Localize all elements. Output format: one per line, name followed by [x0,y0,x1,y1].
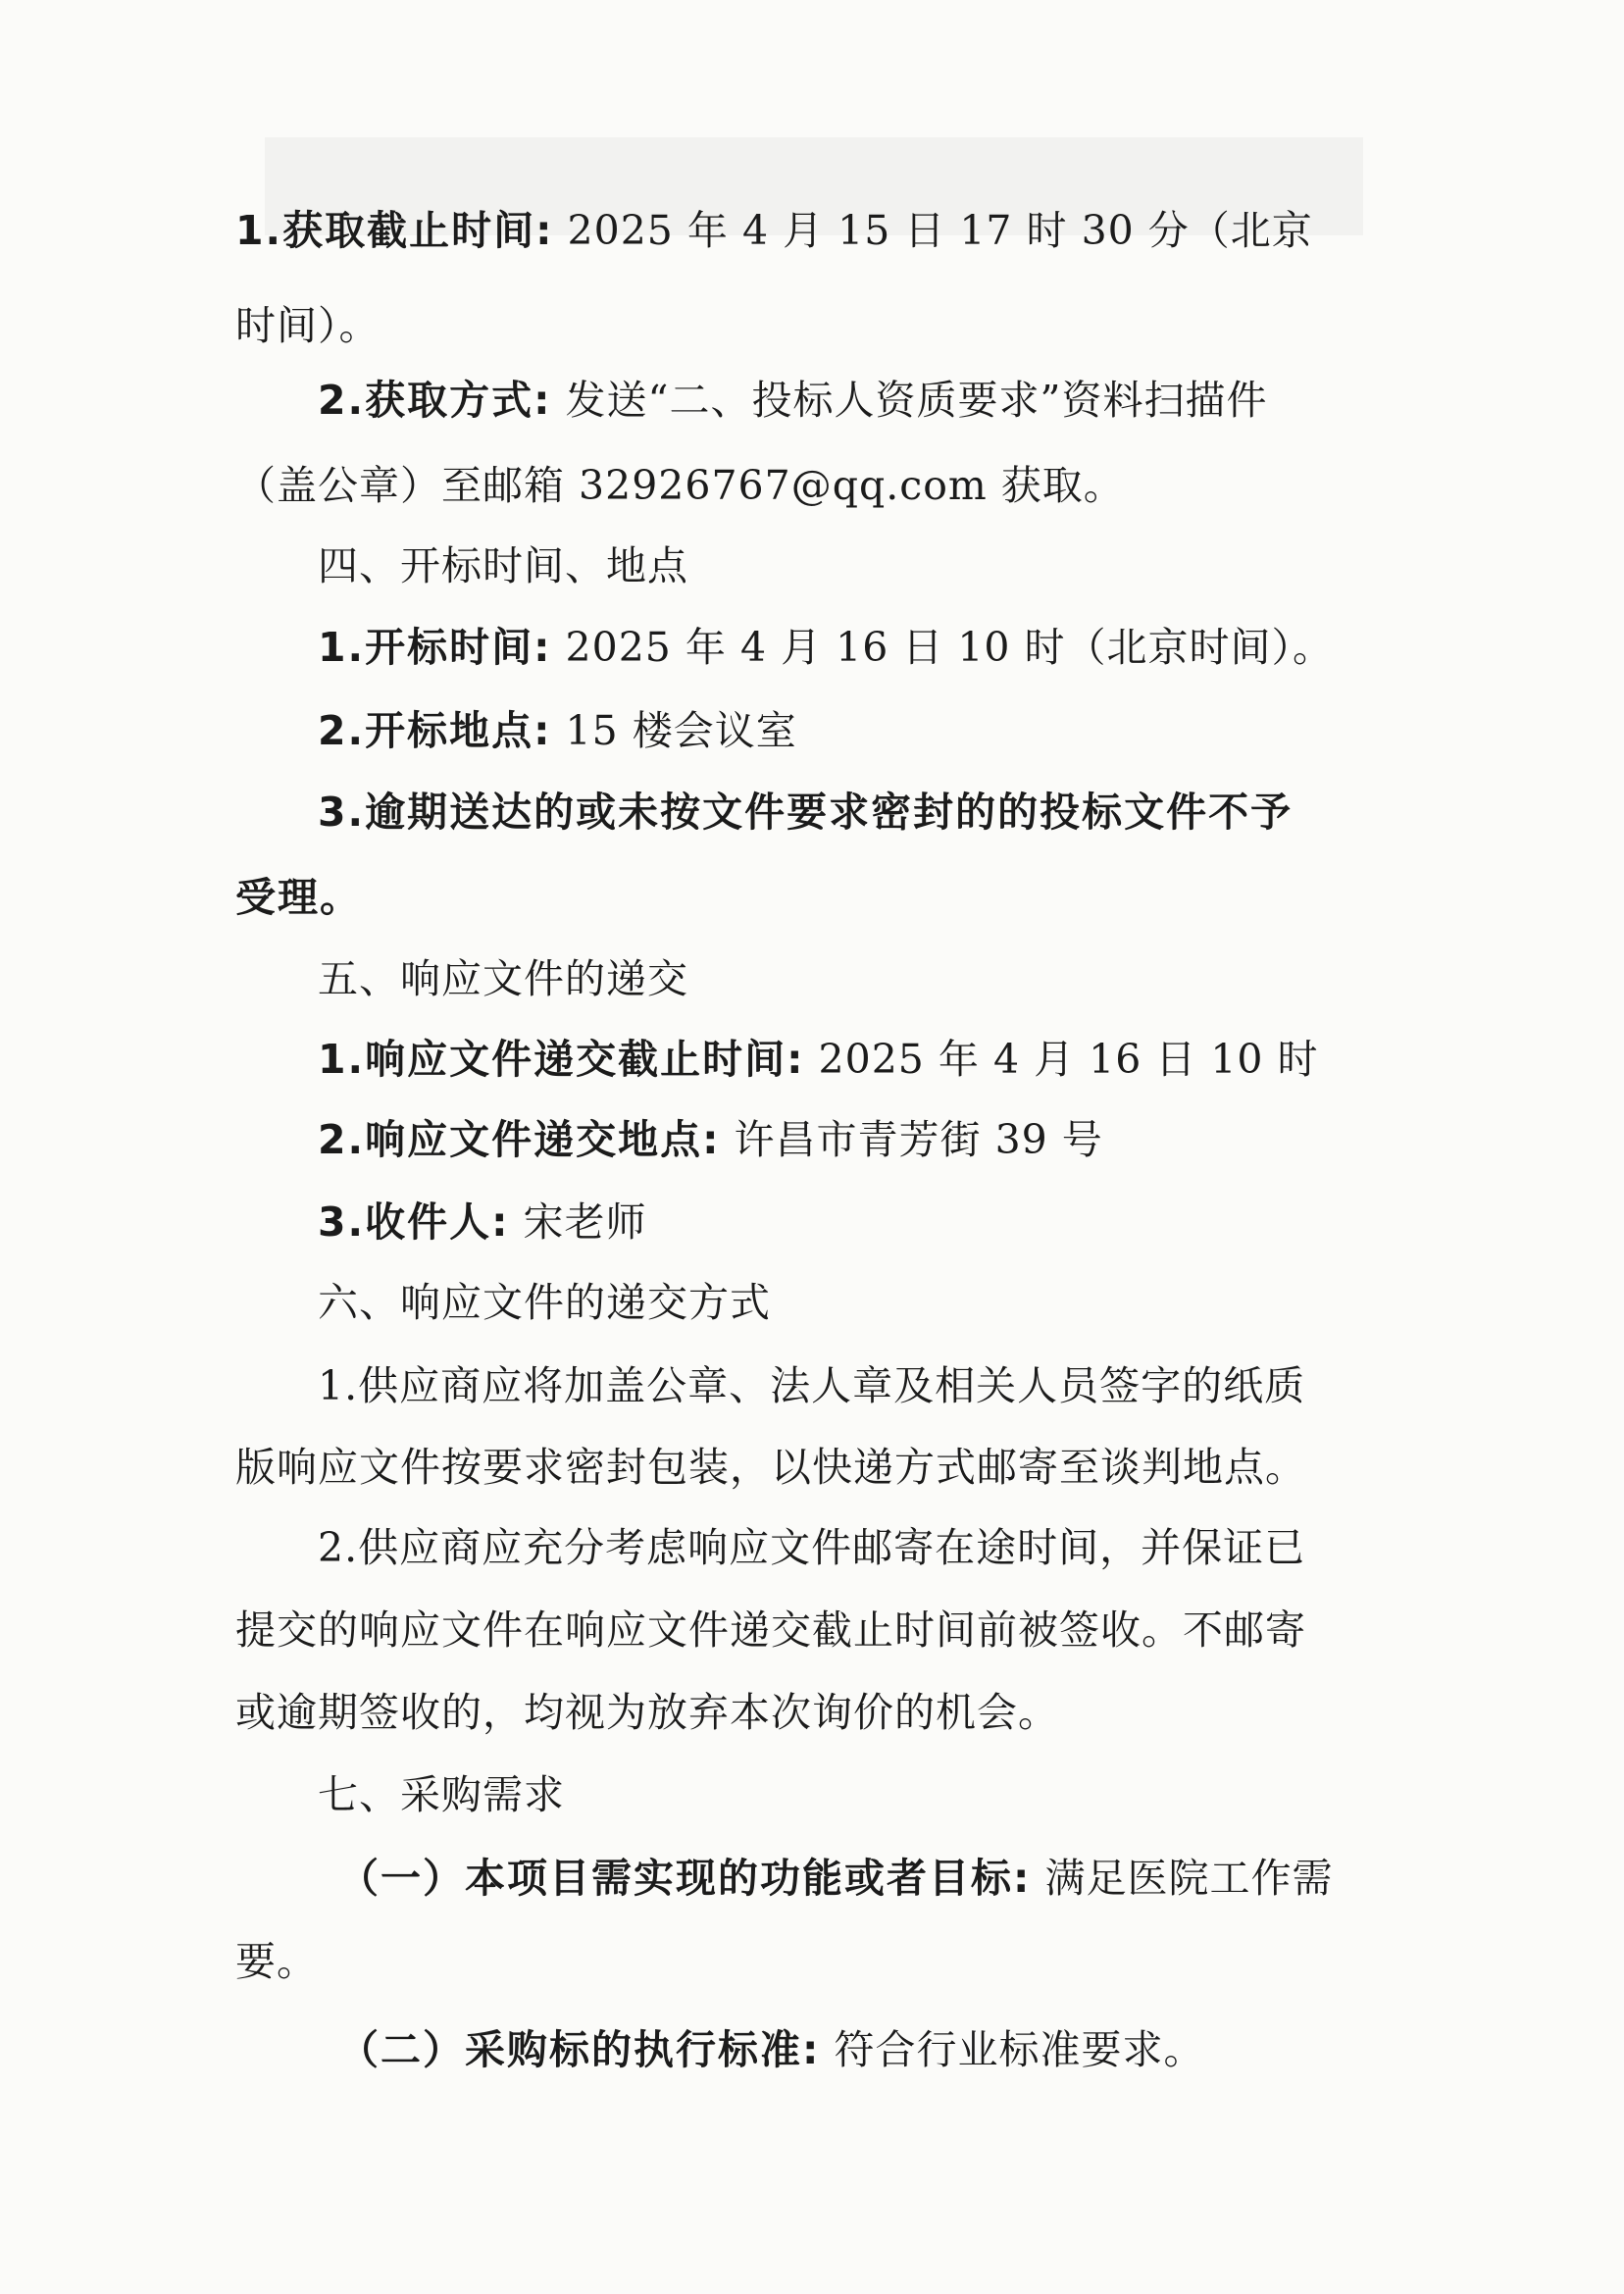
delivery-para-1-text: 1.供应商应将加盖公章、法人章及相关人员签字的纸质 [318,1362,1306,1409]
section-7-heading-text: 七、采购需求 [318,1771,565,1818]
execution-standard-value: 符合行业标准要求。 [834,2026,1205,2073]
procurement-goal-line-2 [235,1932,1383,1991]
response-deadline-value: 2025 年 4 月 16 日 10 时 [818,1036,1319,1083]
obtain-deadline-value-cont: 时间）。 [235,302,381,349]
section-5-heading-text: 五、响应文件的递交 [318,955,688,1002]
response-place-label: 2.响应文件递交地点: [318,1116,721,1163]
late-submission-notice-text: 3.逾期送达的或未按文件要求密封的的投标文件不予 [318,789,1294,836]
section-5-heading [318,949,1387,1008]
bid-opening-time-value: 2025 年 4 月 16 日 10 时（北京时间）。 [565,624,1335,671]
response-deadline-line [318,1030,1387,1089]
execution-standard-label: （二）采购标的执行标准: [338,2026,821,2073]
bid-opening-place-value: 15 楼会议室 [565,707,797,754]
delivery-para-2 [318,1518,1387,1577]
delivery-para-1-text-cont: 版响应文件按要求密封包装，以快递方式邮寄至谈判地点。 [235,1444,1306,1491]
obtain-deadline-value: 2025 年 4 月 15 日 17 时 30 分（北京 [567,207,1313,254]
late-submission-notice [318,783,1387,841]
late-submission-notice-line-2 [235,868,1383,927]
obtain-method-line [318,371,1387,430]
section-6-heading-text: 六、响应文件的递交方式 [318,1279,771,1326]
bid-opening-place-label: 2.开标地点: [318,707,552,754]
obtain-method-line-2 [235,456,1383,515]
bid-opening-place-line [318,701,1387,760]
response-place-line [318,1110,1387,1169]
bid-opening-time-line [318,618,1387,677]
late-submission-notice-text-cont: 受理。 [235,874,362,921]
execution-standard-line [338,2020,1486,2079]
procurement-goal-label: （一）本项目需实现的功能或者目标: [338,1855,1032,1902]
procurement-goal-value: 满足医院工作需 [1044,1855,1334,1902]
delivery-para-1-line-2 [235,1438,1383,1497]
procurement-goal-line [338,1849,1486,1908]
delivery-para-2-line-3 [235,1683,1383,1742]
section-4-heading-text: 四、开标时间、地点 [318,542,688,589]
obtain-deadline-line [235,201,1383,260]
response-place-value: 许昌市青芳街 39 号 [734,1116,1103,1163]
bid-opening-time-label: 1.开标时间: [318,624,552,671]
obtain-deadline-label: 1.获取截止时间: [235,207,554,254]
delivery-para-2-line-2 [235,1601,1383,1659]
obtain-method-value-cont: （盖公章）至邮箱 32926767@qq.com 获取。 [235,462,1125,509]
obtain-deadline-line-2 [235,296,1383,355]
delivery-para-1 [318,1356,1387,1415]
recipient-label: 3.收件人: [318,1198,510,1246]
obtain-method-label: 2.获取方式: [318,377,552,424]
recipient-value: 宋老师 [523,1198,647,1246]
obtain-method-value: 发送“二、投标人资质要求”资料扫描件 [565,377,1268,424]
section-6-heading [318,1273,1387,1332]
section-4-heading [318,536,1387,595]
section-7-heading [318,1765,1387,1824]
recipient-line [318,1193,1387,1251]
delivery-para-2-text: 2.供应商应充分考虑响应文件邮寄在途时间，并保证已 [318,1524,1306,1571]
delivery-para-2-text-cont-2: 或逾期签收的，均视为放弃本次询价的机会。 [235,1689,1059,1736]
delivery-para-2-text-cont: 提交的响应文件在响应文件递交截止时间前被签收。不邮寄 [235,1606,1306,1654]
response-deadline-label: 1.响应文件递交截止时间: [318,1036,805,1083]
procurement-goal-value-cont: 要。 [235,1938,318,1985]
